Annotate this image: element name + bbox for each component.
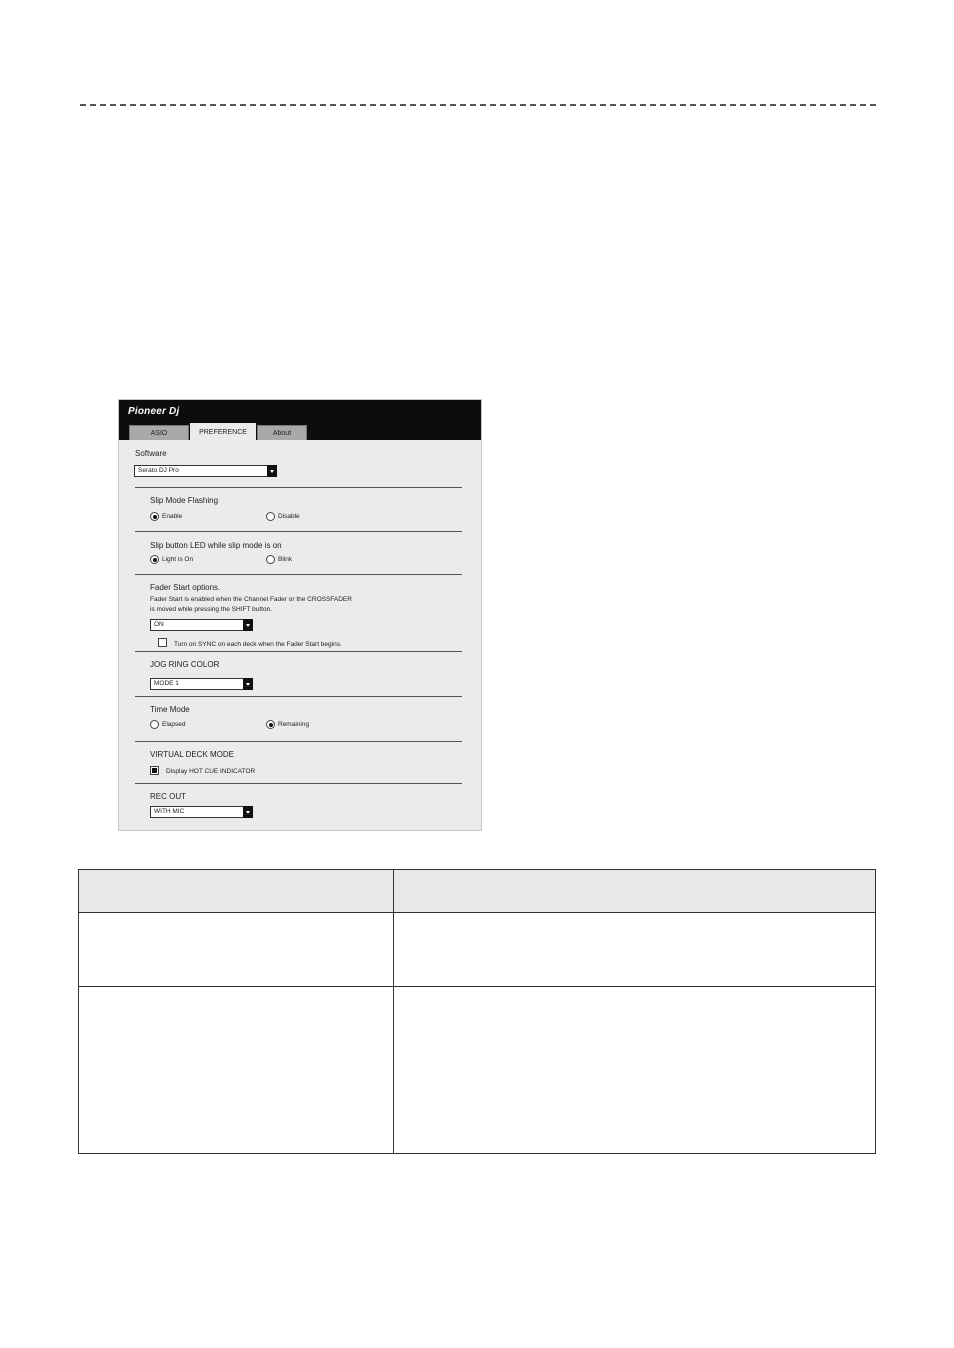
chevron-down-icon [243, 678, 253, 690]
fader-start-select[interactable] [150, 619, 253, 631]
separator [135, 487, 462, 488]
slip-mode-disable-label: Disable [278, 513, 300, 520]
virtual-deck-mode-label: VIRTUAL DECK MODE [150, 750, 235, 759]
separator [135, 696, 462, 697]
slip-led-blink-label: Blink [278, 556, 293, 563]
chevron-down-icon [243, 806, 253, 818]
slip-led-light-on-radio[interactable] [150, 555, 159, 564]
tab-about[interactable]: About [257, 425, 307, 440]
settings-utility-window [118, 399, 482, 831]
tab-preference[interactable]: PREFERENCE [190, 423, 256, 441]
rec-out-select-value: WITH MIC [154, 808, 185, 815]
slip-mode-flashing-label: Slip Mode Flashing [150, 496, 219, 505]
separator [135, 574, 462, 575]
hot-cue-indicator-label: Display HOT CUE INDICATOR [166, 768, 256, 775]
jog-ring-color-select-value: MODE 1 [154, 680, 179, 687]
table-cell [394, 913, 876, 987]
brand-logo: Pioneer Dj [128, 406, 180, 417]
time-mode-elapsed-radio[interactable] [150, 720, 159, 729]
fader-start-sync-label: Turn on SYNC on each deck when the Fader Start begins. [174, 641, 342, 648]
tab-asio[interactable]: ASIO [129, 425, 189, 440]
fader-start-description-1: Fader Start is enabled when the Channel Fader or the CROSSFADER [150, 596, 352, 603]
hot-cue-indicator-checkbox[interactable] [150, 766, 159, 775]
table-row [79, 913, 876, 987]
fader-start-label: Fader Start options. [150, 583, 221, 592]
table-cell [394, 987, 876, 1154]
rec-out-label: REC OUT [150, 792, 186, 801]
settings-description-table [78, 869, 876, 1154]
title-bar [119, 400, 481, 440]
time-mode-remaining-radio[interactable] [266, 720, 275, 729]
table-header-cell [394, 870, 876, 913]
slip-button-led-label: Slip button LED while slip mode is on [150, 541, 282, 550]
chevron-down-icon [243, 619, 253, 631]
table-cell [79, 987, 394, 1154]
table-row [79, 987, 876, 1154]
slip-led-blink-radio[interactable] [266, 555, 275, 564]
software-select[interactable] [134, 465, 277, 477]
slip-mode-disable-radio[interactable] [266, 512, 275, 521]
software-label: Software [135, 449, 167, 458]
fader-start-sync-checkbox[interactable] [158, 638, 167, 647]
separator [135, 783, 462, 784]
section-divider [80, 104, 876, 106]
table-header-cell [79, 870, 394, 913]
fader-start-select-value: ON [154, 621, 164, 628]
time-mode-remaining-label: Remaining [278, 721, 310, 728]
separator [135, 531, 462, 532]
slip-led-light-on-label: Light is On [162, 556, 194, 563]
software-select-value: Serato DJ Pro [138, 467, 179, 474]
slip-mode-enable-radio[interactable] [150, 512, 159, 521]
jog-ring-color-select[interactable] [150, 678, 253, 690]
jog-ring-color-label: JOG RING COLOR [150, 660, 220, 669]
rec-out-select[interactable] [150, 806, 253, 818]
separator [135, 741, 462, 742]
slip-mode-enable-label: Enable [162, 513, 183, 520]
time-mode-label: Time Mode [150, 705, 190, 714]
fader-start-description-2: is moved while pressing the SHIFT button. [150, 606, 272, 613]
separator [135, 651, 462, 652]
table-cell [79, 913, 394, 987]
chevron-down-icon [267, 465, 277, 477]
table-header-row [79, 870, 876, 913]
time-mode-elapsed-label: Elapsed [162, 721, 186, 728]
